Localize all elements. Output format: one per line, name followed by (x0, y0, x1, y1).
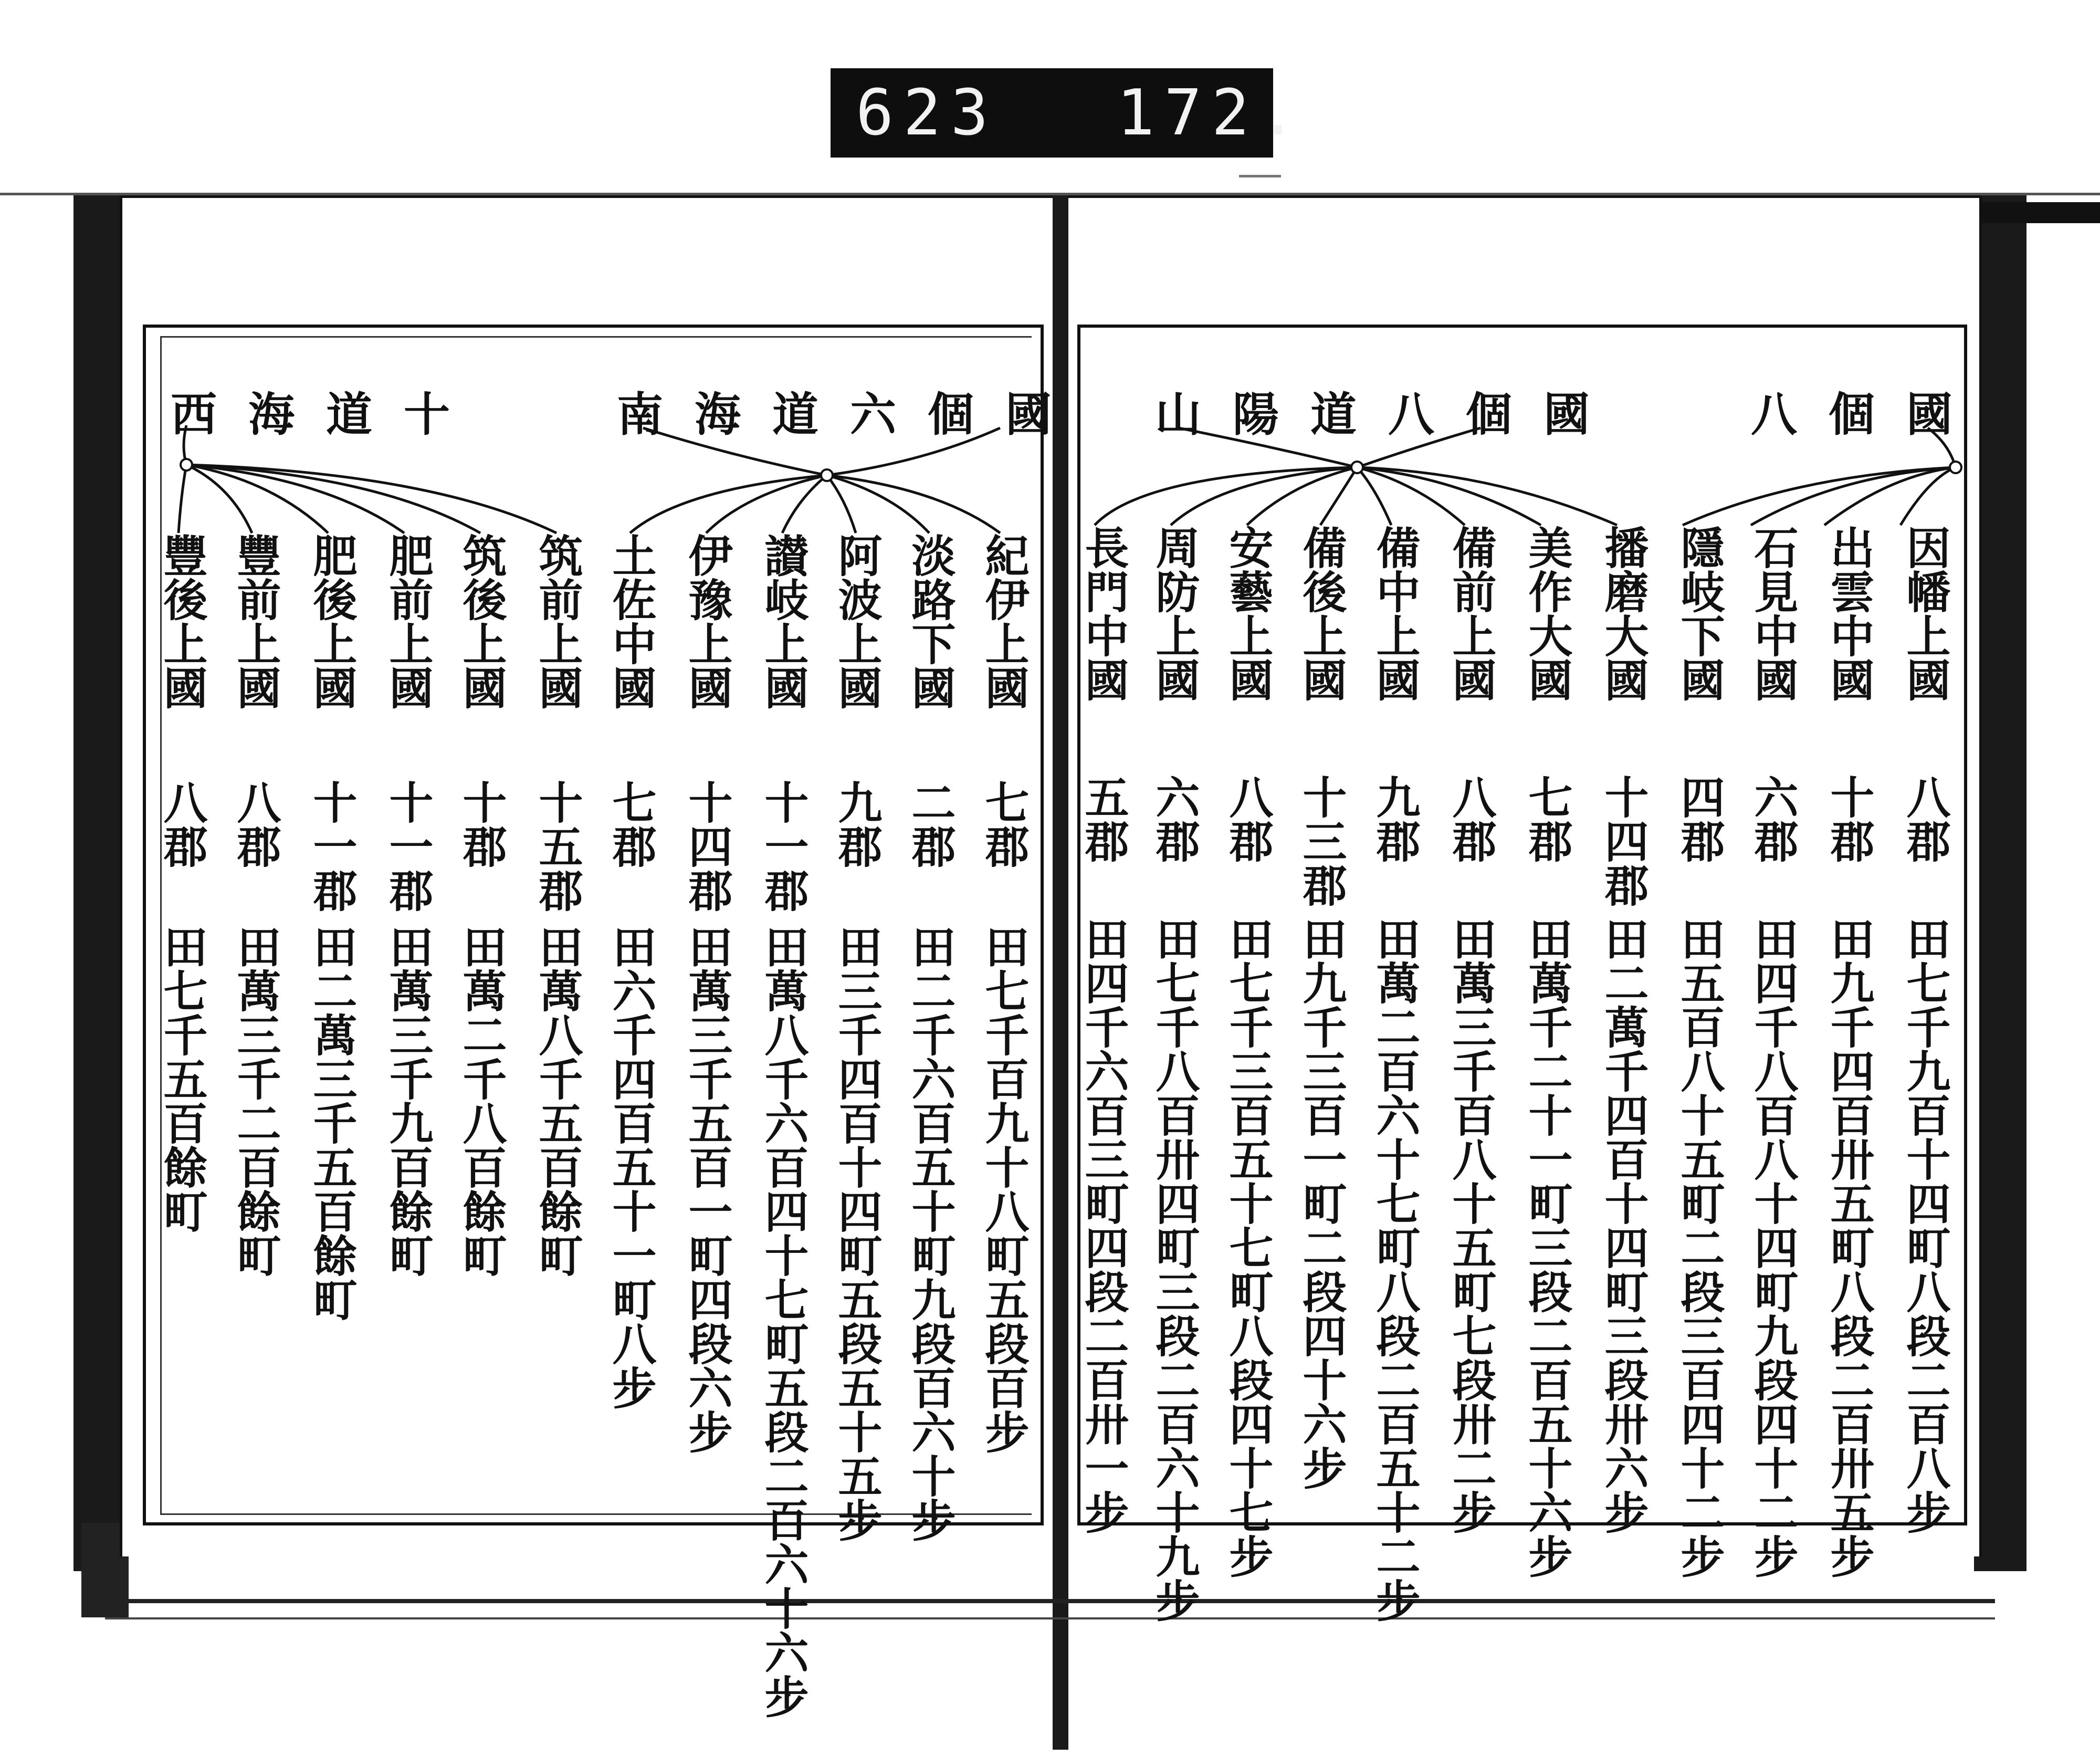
field-area: 田三千四百十四町五段五十五步 (831, 924, 883, 1542)
field-area: 田六千四百五十一町八步 (605, 924, 657, 1409)
bracket-line (782, 475, 827, 533)
district-count: 十一郡 (382, 780, 434, 912)
province-name: 石見中國 (1747, 525, 1799, 702)
field-area: 田萬二百六十七町八段二百五十二步 (1369, 916, 1421, 1622)
bracket-line (186, 465, 252, 533)
field-area: 田萬二千八百餘町 (456, 924, 508, 1277)
province-name: 隱岐下國 (1674, 525, 1726, 702)
province-name: 豐後上國 (156, 533, 208, 709)
field-area: 田九千三百一町二段四十六步 (1296, 916, 1348, 1490)
field-area: 田七千九百十四町八段二百八步 (1899, 916, 1951, 1534)
province-name: 阿波上國 (831, 533, 883, 709)
province-name: 伊豫上國 (681, 533, 733, 709)
field-area: 田七千三百五十七町八段四十七步 (1222, 916, 1274, 1578)
field-area: 田二千六百五十町九段百六十步 (905, 924, 957, 1542)
bracket-line (643, 428, 827, 475)
bracket-line (1900, 467, 1956, 525)
district-count: 十郡 (1823, 775, 1875, 863)
bracket-line (1247, 467, 1357, 525)
field-area: 田萬三千二百餘町 (230, 924, 282, 1277)
district-count: 四郡 (1674, 775, 1726, 863)
province-name: 備中上國 (1369, 525, 1421, 702)
district-count: 十四郡 (1598, 775, 1650, 907)
district-count: 十三郡 (1296, 775, 1348, 907)
district-count: 十五郡 (532, 780, 584, 912)
field-area: 田四千八百八十四町九段四十二步 (1747, 916, 1799, 1578)
province-name: 美作大國 (1521, 525, 1573, 702)
bracket-line (1179, 428, 1357, 467)
district-count: 八郡 (1445, 775, 1497, 863)
bracket-line (1751, 467, 1956, 525)
field-area: 田四千六百三町四段二百卅一步 (1078, 916, 1130, 1534)
province-name: 筑前上國 (532, 533, 584, 709)
province-name: 肥前上國 (382, 533, 434, 709)
bracket-line (1095, 467, 1357, 525)
district-count: 八郡 (230, 780, 282, 868)
district-count: 九郡 (831, 780, 883, 868)
district-count: 八郡 (1899, 775, 1951, 863)
field-area: 田七千五百餘町 (156, 924, 208, 1233)
field-area: 田萬三千九百餘町 (382, 924, 434, 1277)
bracket-line (178, 465, 186, 533)
field-area: 田萬八千六百四十七町五段二百六十六步 (758, 924, 810, 1718)
district-count: 八郡 (1222, 775, 1274, 863)
heading-section-4: 西海道十 (171, 387, 482, 442)
bracket-node (181, 459, 192, 471)
district-count: 七郡 (1521, 775, 1573, 863)
field-area: 田萬八千五百餘町 (532, 924, 584, 1277)
bracket-line (1357, 467, 1617, 525)
district-count: 七郡 (605, 780, 657, 868)
bracket-node (1950, 462, 1961, 473)
field-area: 田二萬千四百十四町三段卅六步 (1598, 916, 1650, 1534)
district-count: 八郡 (156, 780, 208, 868)
heading-section-2: 山陽道八個國 (1155, 387, 1622, 442)
province-name: 播磨大國 (1598, 525, 1650, 702)
field-area: 田萬三千百八十五町七段卅二步 (1445, 916, 1497, 1534)
province-name: 豐前上國 (230, 533, 282, 709)
field-area: 田五百八十五町二段三百四十二步 (1674, 916, 1726, 1578)
field-area: 田萬千二十一町三段二百五十六步 (1521, 916, 1573, 1578)
district-count: 十一郡 (758, 780, 810, 912)
province-name: 出雲中國 (1823, 525, 1875, 702)
province-name: 安藝上國 (1222, 525, 1274, 702)
province-name: 土佐中國 (605, 533, 657, 709)
field-area: 田九千四百卅五町八段二百卅五步 (1823, 916, 1875, 1578)
field-area: 田七千八百卅四町三段二百六十九步 (1149, 916, 1201, 1622)
province-name: 筑後上國 (456, 533, 508, 709)
district-count: 十四郡 (681, 780, 733, 912)
province-name: 紀伊上國 (978, 533, 1030, 709)
field-area: 田七千百九十八町五段百步 (978, 924, 1030, 1454)
catalog-number-2: 172. (1117, 76, 1306, 150)
heading-section-1: 八個國 (1751, 387, 1984, 442)
district-count: 十一郡 (306, 780, 358, 912)
district-count: 七郡 (978, 780, 1030, 868)
province-name: 淡路下國 (905, 533, 957, 709)
district-count: 二郡 (905, 780, 957, 868)
district-count: 六郡 (1149, 775, 1201, 863)
bracket-node (821, 469, 833, 481)
province-name: 因幡上國 (1899, 525, 1951, 702)
province-name: 備前上國 (1445, 525, 1497, 702)
district-count: 九郡 (1369, 775, 1421, 863)
bracket-line (1357, 428, 1480, 467)
catalog-number-1: 623 (856, 76, 998, 150)
heading-section-3: 南海道六個國 (617, 387, 1084, 442)
district-count: 五郡 (1078, 775, 1130, 863)
field-area: 田二萬三千五百餘町 (306, 924, 358, 1321)
field-area: 田萬三千五百一町四段六步 (681, 924, 733, 1454)
province-name: 備後上國 (1296, 525, 1348, 702)
bracket-line (827, 428, 1000, 475)
province-name: 周防上國 (1149, 525, 1201, 702)
province-name: 讃岐上國 (758, 533, 810, 709)
bracket-line (1928, 428, 1956, 467)
bracket-node (1351, 462, 1363, 473)
province-name: 長門中國 (1078, 525, 1130, 702)
bracket-line (186, 465, 556, 533)
district-count: 十郡 (456, 780, 508, 868)
district-count: 六郡 (1747, 775, 1799, 863)
province-name: 肥後上國 (306, 533, 358, 709)
